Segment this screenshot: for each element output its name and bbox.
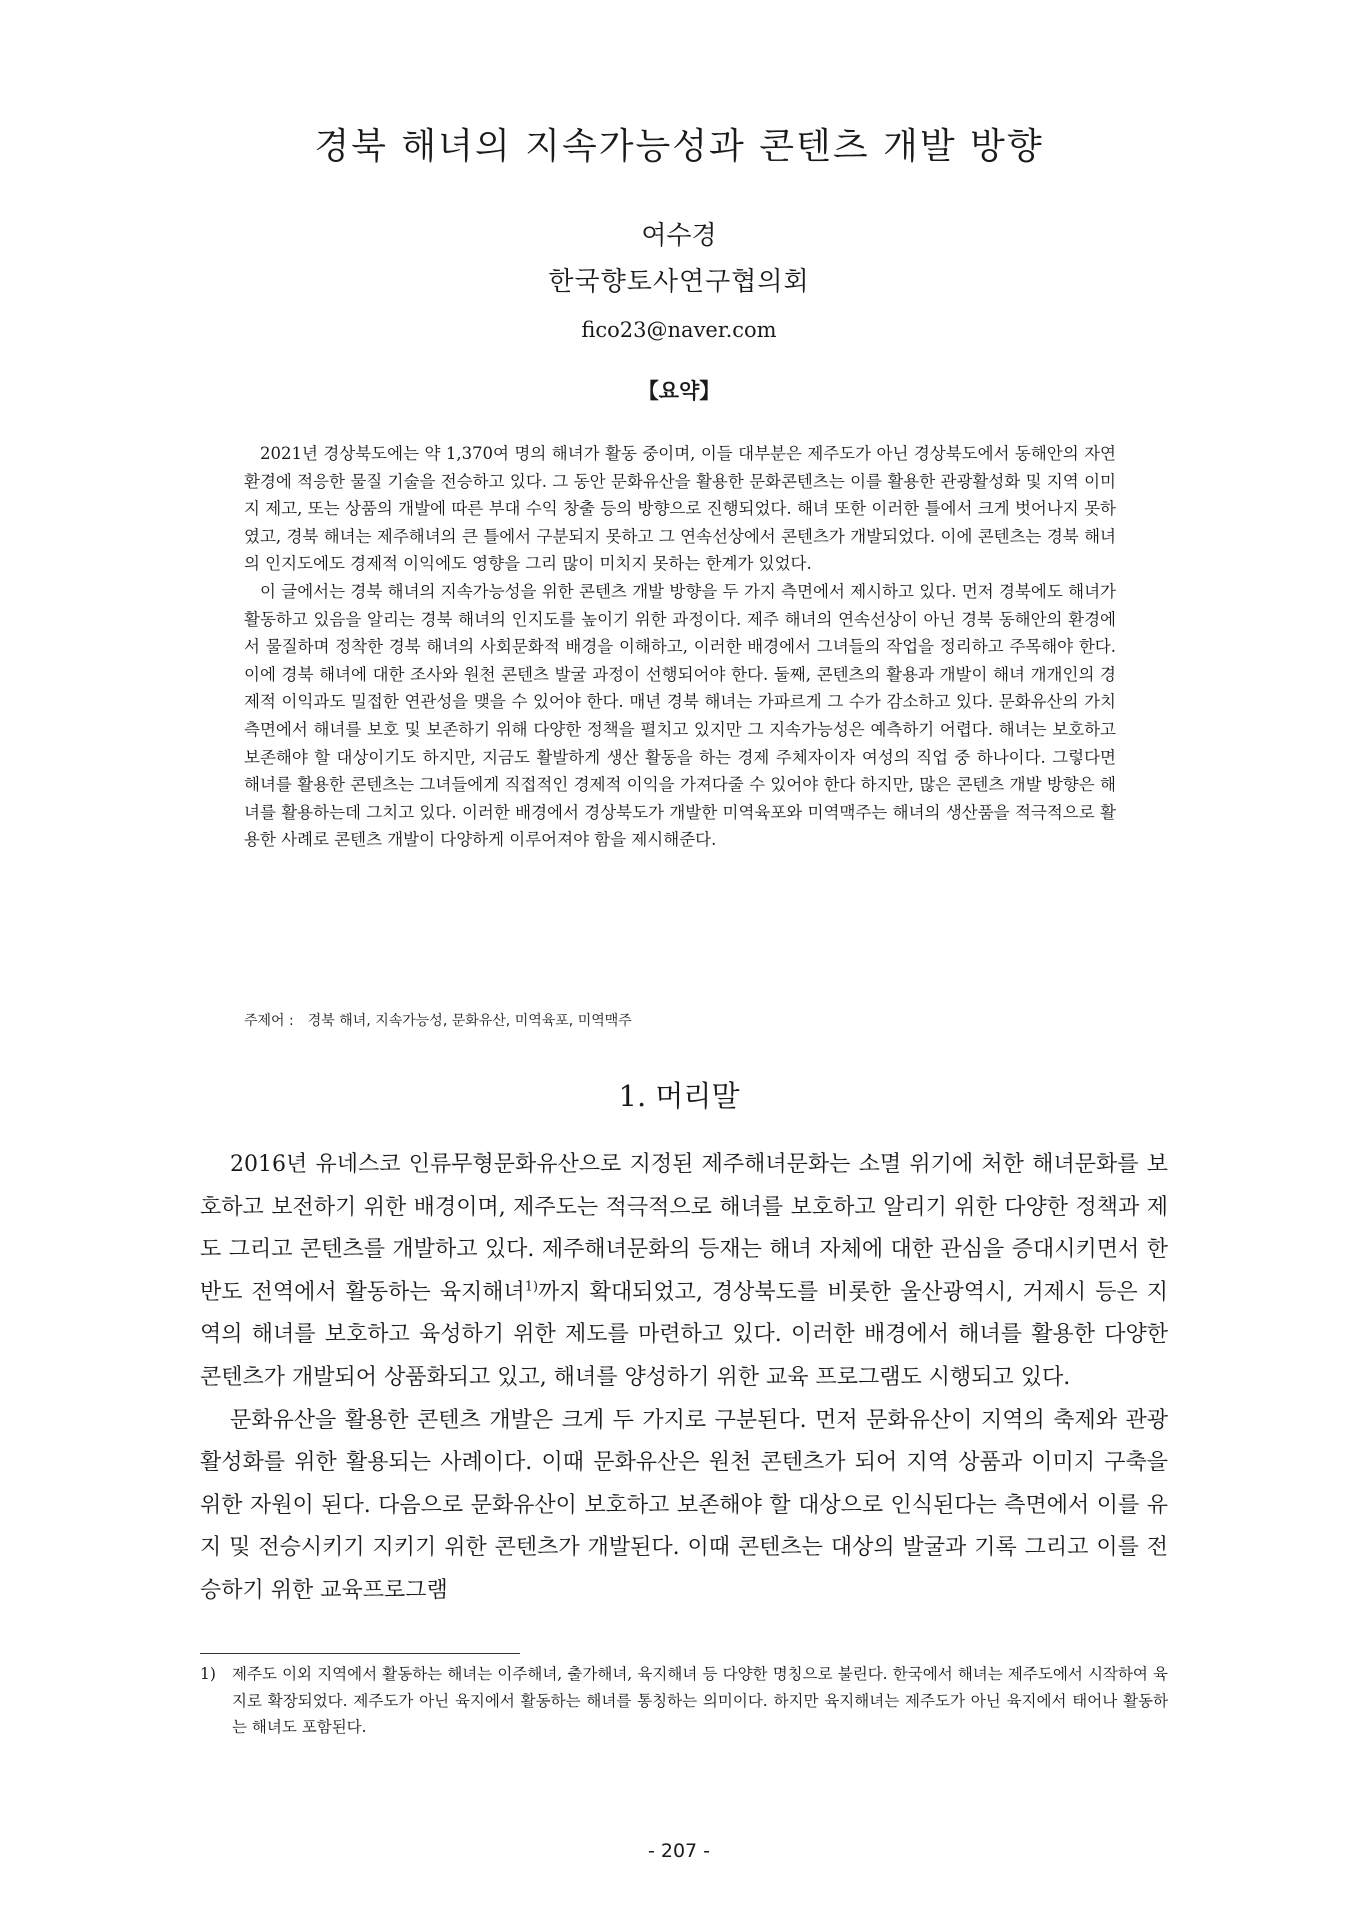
footnote <box>200 1661 1168 1741</box>
author-email: fico23@naver.com <box>581 318 777 342</box>
footnote-text: 제주도 이외 지역에서 활동하는 해녀는 이주해녀, 출가해녀, 육지해녀 등 다양한 명칭으로 불린다. 한국에서 해녀는 제주도에서 시작하여 육지로 확장되었다. 제주도가 아닌 육지에서 활동하는 해녀를 통칭하는 의미이다. 하지만 육지해녀는 제주도가 아닌 육지에서 태어나 활동하는 해녀도 포함된다. <box>232 1665 1168 1736</box>
keywords <box>244 1009 1116 1033</box>
body-paragraph-1-part-a: 2016년 유네스코 인류무형문화유산으로 지정된 제주해녀문화는 소멸 위기에 처한 해녀문화를 보호하고 보전하기 위한 배경이며, 제주도는 적극적으로 해녀를 보호하고 알리기 위한 다양한 정책과 제도 그리고 콘텐츠를 개발하고 있다. 제주해녀문화의 등재는 해녀 자체에 대한 관심을 증대시키면서 한반도 전역에서 활동하는 육지해녀 <box>200 1152 1168 1305</box>
body-paragraph-1-part-b: 까지 확대되었고, 경상북도를 비롯한 울산광역시, 거제시 등은 지역의 해녀를 보호하고 육성하기 위한 제도를 마련하고 있다. 이러한 배경에서 해녀를 활용한 다양한 콘텐츠가 개발되어 상품화되고 있고, 해녀를 양성하기 위한 교육 프로그램도 시행되고 있다. <box>200 1279 1168 1390</box>
footnote-reference[interactable]: 1) <box>524 1279 539 1295</box>
body-text <box>200 1144 1168 1613</box>
author-affiliation: 한국향토사연구협의회 <box>548 267 810 297</box>
paper-title: 경북 해녀의 지속가능성과 콘텐츠 개발 방향 <box>314 126 1044 167</box>
body-paragraph-1 <box>200 1144 1168 1400</box>
footnote-mark: 1) <box>200 1665 216 1683</box>
section-heading: 1. 머리말 <box>618 1079 740 1113</box>
keywords-label: 주제어 : <box>244 1013 294 1029</box>
author-name: 여수경 <box>641 221 717 251</box>
page-number: - 207 - <box>647 1840 711 1862</box>
body-paragraph-2: 문화유산을 활용한 콘텐츠 개발은 크게 두 가지로 구분된다. 먼저 문화유산이 지역의 축제와 관광 활성화를 위한 활용되는 사례이다. 이때 문화유산은 원천 콘텐츠가 되어 지역 상품과 이미지 구축을 위한 자원이 된다. 다음으로 문화유산이 보호하고 보존해야 할 대상으로 인식된다는 측면에서 이를 유지 및 전승시키기 지키기 위한 콘텐츠가 개발된다. 이때 콘텐츠는 대상의 발굴과 기록 그리고 이를 전승하기 위한 교육프로그램 <box>200 1407 1168 1603</box>
abstract <box>244 440 1116 854</box>
keywords-list: 경북 해녀, 지속가능성, 문화유산, 미역육포, 미역맥주 <box>307 1013 632 1029</box>
footnote-divider <box>200 1653 520 1654</box>
abstract-heading: 【요약】 <box>637 379 721 403</box>
abstract-paragraph-2: 이 글에서는 경북 해녀의 지속가능성을 위한 콘텐츠 개발 방향을 두 가지 측면에서 제시하고 있다. 먼저 경북에도 해녀가 활동하고 있음을 알리는 경북 해녀의 인지도를 높이기 위한 과정이다. 제주 해녀의 연속선상이 아닌 경북 동해안의 환경에서 물질하며 정착한 경북 해녀의 사회문화적 배경을 이해하고, 이러한 배경에서 그녀들의 작업을 정리하고 주목해야 한다. 이에 경북 해녀에 대한 조사와 원천 콘텐츠 발굴 과정이 선행되어야 한다. 둘째, 콘텐츠의 활용과 개발이 해녀 개개인의 경제적 이익과도 밀접한 연관성을 맺을 수 있어야 한다. 매년 경북 해녀는 가파르게 그 수가 감소하고 있다. 문화유산의 가치 측면에서 해녀를 보호 및 보존하기 위해 다양한 정책을 펼치고 있지만 그 지속가능성은 예측하기 어렵다. 해녀는 보호하고 보존해야 할 대상이기도 하지만, 지금도 활발하게 생산 활동을 하는 경제 주체자이자 여성의 직업 중 하나이다. 그렇다면 해녀를 활용한 콘텐츠는 그녀들에게 직접적인 경제적 이익을 가져다줄 수 있어야 한다 하지만, 많은 콘텐츠 개발 방향은 해녀를 활용하는데 그치고 있다. 이러한 배경에서 경상북도가 개발한 미역육포와 미역맥주는 해녀의 생산품을 적극적으로 활용한 사례로 콘텐츠 개발이 다양하게 이루어져야 함을 제시해준다. <box>244 581 1116 850</box>
abstract-paragraph-1: 2021년 경상북도에는 약 1,370여 명의 해녀가 활동 중이며, 이들 대부분은 제주도가 아닌 경상북도에서 동해안의 자연환경에 적응한 물질 기술을 전승하고 있다. 그 동안 문화유산을 활용한 문화콘텐츠는 이를 활용한 관광활성화 및 지역 이미지 제고, 또는 상품의 개발에 따른 부대 수익 창출 등의 방향으로 진행되었다. 해녀 또한 이러한 틀에서 크게 벗어나지 못하였고, 경북 해녀는 제주해녀의 큰 틀에서 구분되지 못하고 그 연속선상에서 콘텐츠가 개발되었다. 이에 콘텐츠는 경북 해녀의 인지도에도 경제적 이익에도 영향을 그리 많이 미치지 못하는 한계가 있었다. <box>244 444 1116 574</box>
